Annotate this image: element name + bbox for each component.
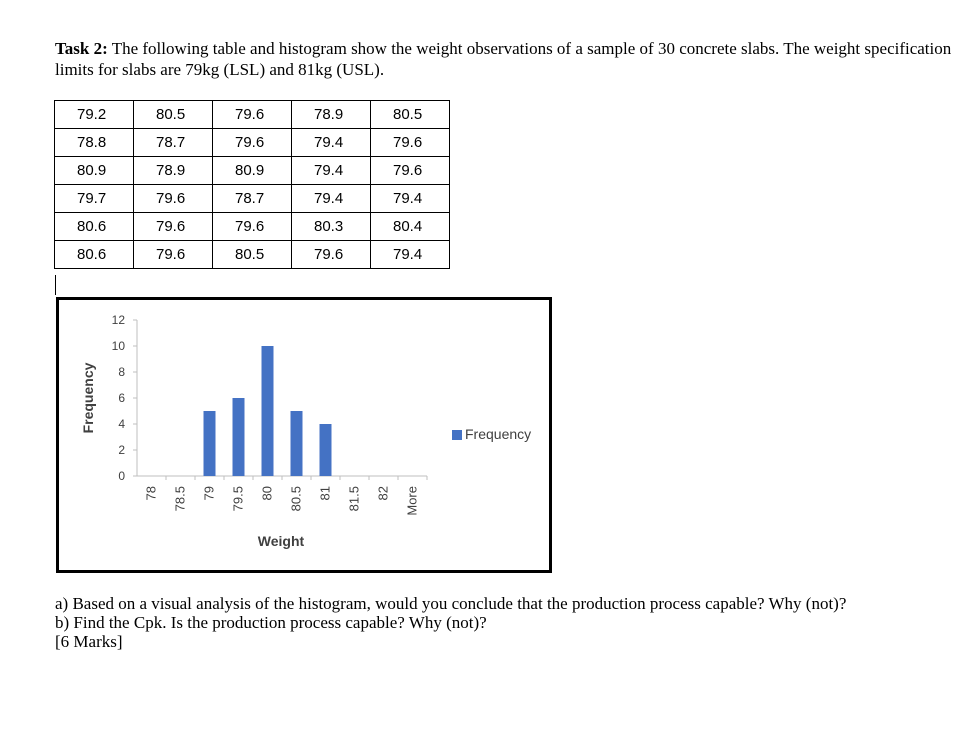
x-tick-label: 81 (317, 486, 333, 501)
x-tick-label: 78 (143, 486, 159, 501)
table-cell: 78.7 (134, 129, 213, 157)
table-cell: 80.9 (213, 157, 292, 185)
questions (55, 594, 955, 651)
histogram-bar (204, 411, 216, 476)
x-tick-label: More (404, 486, 420, 516)
table-cell: 78.9 (292, 101, 371, 129)
histogram-bar (233, 398, 245, 476)
x-tick-label: 80.5 (288, 486, 304, 512)
table-cell: 78.9 (134, 157, 213, 185)
table-cell: 79.6 (134, 241, 213, 269)
x-tick-label: 82 (375, 486, 391, 501)
table-cell: 79.6 (213, 213, 292, 241)
y-tick-label: 6 (118, 391, 125, 405)
table-cell: 80.5 (134, 101, 213, 129)
histogram-bar (320, 424, 332, 476)
question-b: b) Find the Cpk. Is the production process capable? Why (not)? (55, 613, 487, 632)
x-tick-label: 80 (259, 486, 275, 501)
table-cell: 79.6 (134, 185, 213, 213)
table-cell: 79.4 (371, 185, 450, 213)
table-cell: 80.5 (371, 101, 450, 129)
histogram-chart (56, 297, 552, 573)
table-cell: 80.3 (292, 213, 371, 241)
x-tick-label: 78.5 (172, 486, 188, 512)
x-tick-label: 81.5 (346, 486, 362, 512)
table-cell: 79.7 (55, 185, 134, 213)
y-tick-label: 10 (111, 339, 125, 353)
task-label: Task 2: (55, 39, 108, 58)
y-tick-label: 0 (118, 469, 125, 483)
y-tick-label: 4 (118, 417, 125, 431)
table-cell: 78.7 (213, 185, 292, 213)
x-axis-title: Weight (257, 533, 305, 549)
table-cell: 80.6 (55, 241, 134, 269)
table-row (55, 129, 450, 157)
table-cell: 80.5 (213, 241, 292, 269)
question-a: a) Based on a visual analysis of the histogram, would you conclude that the production process capable? Why (not)? (55, 594, 847, 613)
histogram-svg (59, 300, 549, 570)
table-cell: 79.6 (213, 129, 292, 157)
table-cell: 79.6 (292, 241, 371, 269)
table-row (55, 241, 450, 269)
table-row (55, 101, 450, 129)
table-row (55, 185, 450, 213)
table-cell: 80.4 (371, 213, 450, 241)
table-cell: 79.4 (292, 185, 371, 213)
x-tick-label: 79 (201, 486, 217, 501)
y-tick-label: 8 (118, 365, 125, 379)
observations-table (54, 100, 450, 269)
table-cell: 79.6 (213, 101, 292, 129)
table-cell: 78.8 (55, 129, 134, 157)
x-tick-label: 79.5 (230, 486, 246, 512)
table-cell: 79.4 (371, 241, 450, 269)
table-cell: 79.4 (292, 129, 371, 157)
table-row (55, 213, 450, 241)
table-cell: 79.4 (292, 157, 371, 185)
y-tick-label: 12 (111, 313, 125, 327)
table-cell: 79.2 (55, 101, 134, 129)
task-description: The following table and histogram show the weight observations of a sample of 30 concrete slabs. The weight specification limits for slabs are 79kg (LSL) and 81kg (USL). (55, 39, 952, 79)
table-cell: 79.6 (134, 213, 213, 241)
legend-label: Frequency (465, 426, 532, 442)
task-statement (55, 38, 955, 80)
marks-label: [6 Marks] (55, 632, 123, 651)
histogram-bar (262, 346, 274, 476)
table-cell: 80.9 (55, 157, 134, 185)
histogram-bar (291, 411, 303, 476)
y-tick-label: 2 (118, 443, 125, 457)
y-axis-title: Frequency (80, 362, 96, 434)
legend-swatch (452, 430, 462, 440)
table-cell: 80.6 (55, 213, 134, 241)
table-cell: 79.6 (371, 129, 450, 157)
table-row (55, 157, 450, 185)
text-cursor (55, 275, 56, 295)
table-cell: 79.6 (371, 157, 450, 185)
